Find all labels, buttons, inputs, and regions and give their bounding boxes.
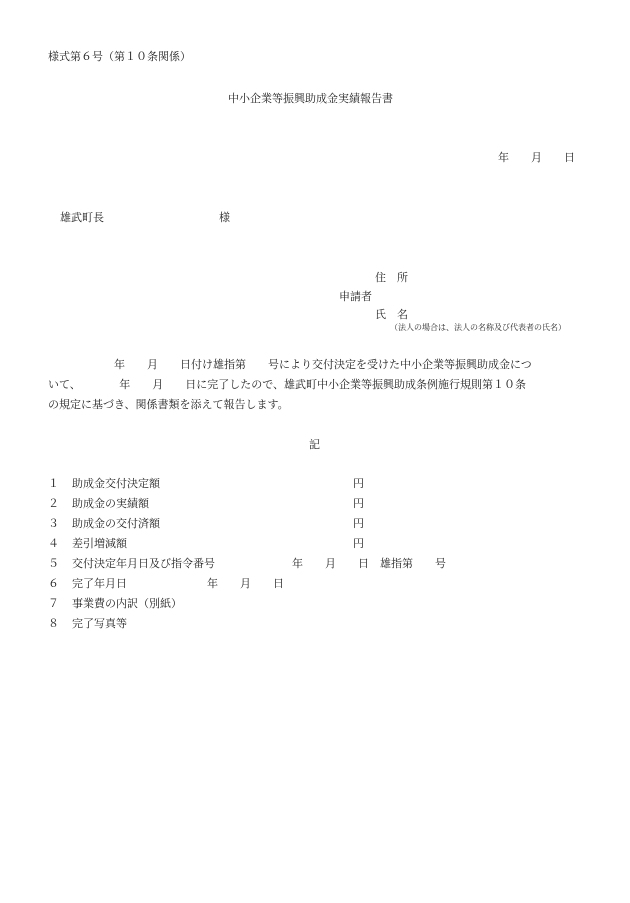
item-value: 円 xyxy=(353,537,364,550)
item-label: 助成金の交付済額 xyxy=(72,517,160,530)
item-number: ３ xyxy=(48,517,59,530)
document-title: 中小企業等振興助成金実績報告書 xyxy=(228,92,393,105)
item-value: 円 xyxy=(353,517,364,530)
address-label: 住 所 xyxy=(375,271,408,284)
item-value: 円 xyxy=(353,497,364,510)
item-label: 交付決定年月日及び指令番号 xyxy=(72,557,215,570)
item-label: 完了写真等 xyxy=(72,617,127,630)
item-value: 年 月 日 雄指第 号 xyxy=(292,557,446,570)
item-number: ２ xyxy=(48,497,59,510)
item-label: 助成金の実績額 xyxy=(72,497,149,510)
addressee-name: 雄武町長 xyxy=(60,211,104,224)
item-label: 完了年月日 xyxy=(72,577,127,590)
item-label: 事業費の内訳（別紙） xyxy=(72,597,182,610)
item-label: 助成金交付決定額 xyxy=(72,477,160,490)
date-line: 年 月 日 xyxy=(498,151,575,164)
item-value: 円 xyxy=(353,477,364,490)
name-note: （法人の場合は、法人の名称及び代表者の氏名） xyxy=(390,323,566,332)
item-number: ７ xyxy=(48,597,59,610)
item-number: ８ xyxy=(48,617,59,630)
addressee-honorific: 様 xyxy=(219,211,230,224)
item-number: ４ xyxy=(48,537,59,550)
applicant-role-label: 申請者 xyxy=(339,290,372,303)
body-line-2: いて、 年 月 日に完了したので、雄武町中小企業等振興助成条例施行規則第１０条 xyxy=(48,378,527,391)
item-value: 年 月 日 xyxy=(207,577,284,590)
item-number: ５ xyxy=(48,557,59,570)
item-number: １ xyxy=(48,477,59,490)
name-label: 氏 名 xyxy=(375,308,408,321)
item-number: ６ xyxy=(48,577,59,590)
form-label: 様式第６号（第１０条関係） xyxy=(48,50,191,63)
item-label: 差引増減額 xyxy=(72,537,127,550)
ki-heading: 記 xyxy=(309,438,320,451)
body-line-3: の規定に基づき、関係書類を添えて報告します。 xyxy=(48,398,289,411)
body-line-1: 年 月 日付け雄指第 号により交付決定を受けた中小企業等振興助成金につ xyxy=(48,358,532,371)
